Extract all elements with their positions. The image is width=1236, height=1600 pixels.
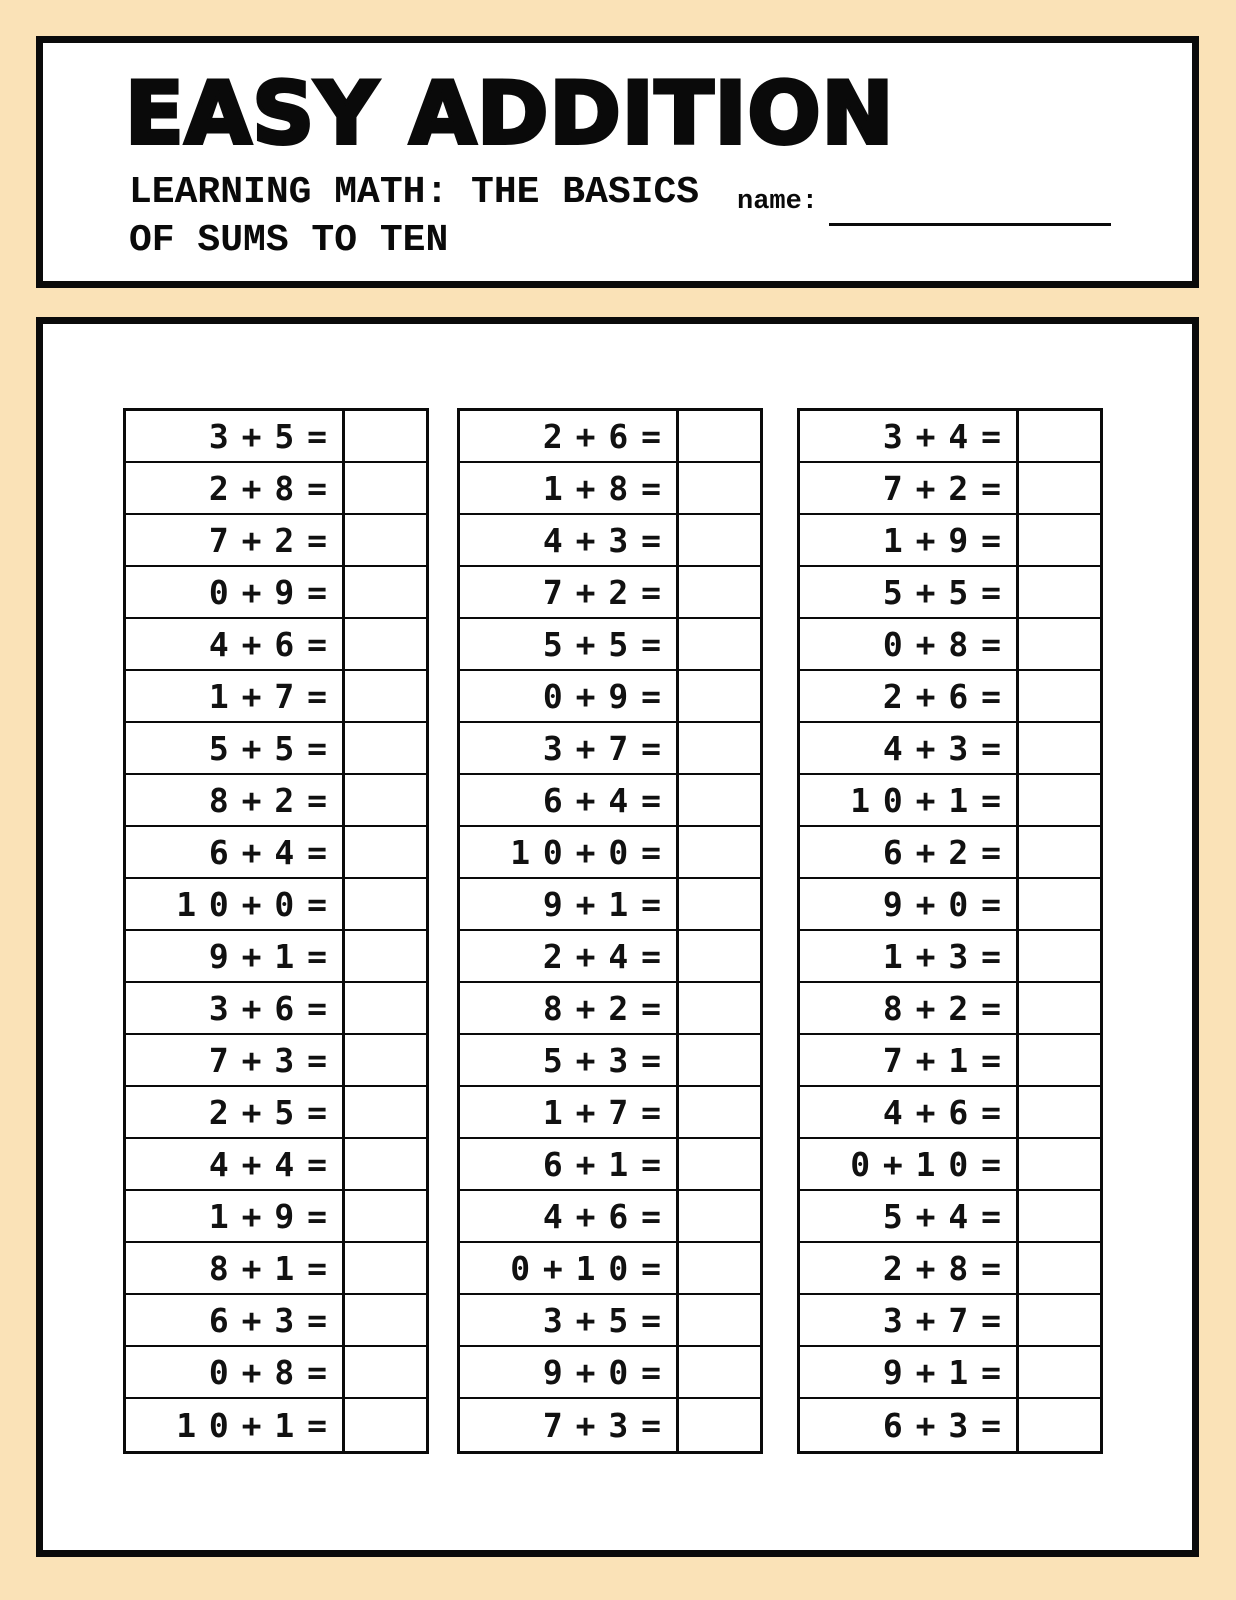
answer-cell[interactable]: [345, 1035, 426, 1085]
problem-row: [460, 775, 760, 827]
problem-text: 5 + 4 =: [800, 1191, 1019, 1241]
answer-cell[interactable]: [345, 1243, 426, 1293]
answer-cell[interactable]: [345, 515, 426, 565]
answer-cell[interactable]: [345, 619, 426, 669]
problem-text: 4 + 4 =: [126, 1139, 345, 1189]
answer-cell[interactable]: [345, 827, 426, 877]
answer-cell[interactable]: [679, 1399, 760, 1451]
answer-cell[interactable]: [1019, 1295, 1100, 1345]
problem-text: 6 + 4 =: [126, 827, 345, 877]
problem-text: 2 + 6 =: [800, 671, 1019, 721]
problem-text: 1 0 + 0 =: [460, 827, 679, 877]
answer-cell[interactable]: [345, 1191, 426, 1241]
problem-row: [126, 567, 426, 619]
answer-cell[interactable]: [679, 567, 760, 617]
problem-text: 9 + 0 =: [800, 879, 1019, 929]
problem-text: 4 + 3 =: [460, 515, 679, 565]
problem-text: 3 + 4 =: [800, 411, 1019, 461]
problem-text: 9 + 1 =: [460, 879, 679, 929]
problem-row: [800, 619, 1100, 671]
answer-cell[interactable]: [345, 1087, 426, 1137]
answer-cell[interactable]: [1019, 1243, 1100, 1293]
problem-text: 9 + 1 =: [800, 1347, 1019, 1397]
answer-cell[interactable]: [679, 1347, 760, 1397]
answer-cell[interactable]: [1019, 515, 1100, 565]
answer-cell[interactable]: [345, 1295, 426, 1345]
worksheet-subtitle: [129, 169, 699, 265]
problem-row: [126, 723, 426, 775]
problem-row: [126, 879, 426, 931]
problem-text: 3 + 5 =: [126, 411, 345, 461]
answer-cell[interactable]: [345, 775, 426, 825]
problem-text: 0 + 9 =: [126, 567, 345, 617]
problem-row: [126, 515, 426, 567]
answer-cell[interactable]: [345, 983, 426, 1033]
problem-text: 0 + 8 =: [800, 619, 1019, 669]
answer-cell[interactable]: [679, 723, 760, 773]
answer-cell[interactable]: [1019, 723, 1100, 773]
answer-cell[interactable]: [345, 567, 426, 617]
problem-row: [800, 1295, 1100, 1347]
problem-row: [126, 619, 426, 671]
problem-text: 3 + 6 =: [126, 983, 345, 1033]
worksheet-title: EASY ADDITION: [125, 64, 895, 164]
problem-row: [800, 1347, 1100, 1399]
problem-row: [800, 671, 1100, 723]
problem-text: 4 + 6 =: [800, 1087, 1019, 1137]
problem-text: 5 + 5 =: [126, 723, 345, 773]
problem-text: 1 0 + 1 =: [800, 775, 1019, 825]
problem-row: [126, 1399, 426, 1451]
subtitle-line-1: LEARNING MATH: THE BASICS: [129, 171, 700, 214]
problem-row: [800, 515, 1100, 567]
problem-text: 0 + 1 0 =: [800, 1139, 1019, 1189]
answer-cell[interactable]: [345, 671, 426, 721]
problem-table-1: [123, 408, 429, 1454]
problem-row: [126, 1347, 426, 1399]
problem-row: [800, 411, 1100, 463]
answer-cell[interactable]: [679, 1191, 760, 1241]
problem-row: [460, 1191, 760, 1243]
problem-row: [800, 1087, 1100, 1139]
problem-row: [126, 827, 426, 879]
subtitle-line-2: OF SUMS TO TEN: [129, 219, 449, 262]
problem-text: 7 + 3 =: [126, 1035, 345, 1085]
answer-cell[interactable]: [1019, 463, 1100, 513]
problem-text: 7 + 3 =: [460, 1399, 679, 1451]
problem-row: [126, 671, 426, 723]
problem-text: 3 + 5 =: [460, 1295, 679, 1345]
problem-text: 5 + 5 =: [460, 619, 679, 669]
answer-cell[interactable]: [679, 463, 760, 513]
problem-row: [126, 1243, 426, 1295]
problem-row: [460, 931, 760, 983]
problem-row: [460, 1399, 760, 1451]
problem-text: 2 + 6 =: [460, 411, 679, 461]
problem-row: [460, 723, 760, 775]
answer-cell[interactable]: [1019, 1399, 1100, 1451]
answer-cell[interactable]: [345, 411, 426, 461]
problem-text: 4 + 6 =: [126, 619, 345, 669]
problems-box: [36, 317, 1199, 1557]
answer-cell[interactable]: [1019, 931, 1100, 981]
problem-text: 6 + 4 =: [460, 775, 679, 825]
problem-row: [126, 775, 426, 827]
problem-text: 1 + 7 =: [460, 1087, 679, 1137]
problem-row: [460, 1243, 760, 1295]
problem-text: 9 + 1 =: [126, 931, 345, 981]
problem-row: [126, 931, 426, 983]
problem-text: 3 + 7 =: [460, 723, 679, 773]
problem-text: 5 + 3 =: [460, 1035, 679, 1085]
answer-cell[interactable]: [345, 1347, 426, 1397]
answer-cell[interactable]: [345, 1139, 426, 1189]
problem-text: 1 0 + 0 =: [126, 879, 345, 929]
problem-row: [460, 619, 760, 671]
problem-row: [460, 827, 760, 879]
answer-cell[interactable]: [679, 619, 760, 669]
problem-text: 2 + 4 =: [460, 931, 679, 981]
problem-row: [460, 1035, 760, 1087]
problem-row: [800, 1035, 1100, 1087]
problem-text: 0 + 1 0 =: [460, 1243, 679, 1293]
answer-cell[interactable]: [679, 931, 760, 981]
problem-row: [800, 1191, 1100, 1243]
answer-cell[interactable]: [1019, 1087, 1100, 1137]
problem-row: [126, 1139, 426, 1191]
answer-cell[interactable]: [1019, 879, 1100, 929]
answer-cell[interactable]: [679, 879, 760, 929]
problem-row: [126, 463, 426, 515]
problem-row: [126, 1191, 426, 1243]
problem-text: 5 + 5 =: [800, 567, 1019, 617]
problem-text: 1 + 8 =: [460, 463, 679, 513]
problem-text: 7 + 1 =: [800, 1035, 1019, 1085]
problem-row: [800, 1139, 1100, 1191]
problem-row: [126, 1295, 426, 1347]
problem-row: [460, 1139, 760, 1191]
answer-cell[interactable]: [345, 463, 426, 513]
answer-cell[interactable]: [679, 827, 760, 877]
problem-text: 4 + 6 =: [460, 1191, 679, 1241]
problem-text: 8 + 1 =: [126, 1243, 345, 1293]
answer-cell[interactable]: [679, 515, 760, 565]
problem-text: 6 + 2 =: [800, 827, 1019, 877]
problem-row: [460, 1087, 760, 1139]
problem-table-3: [797, 408, 1103, 1454]
answer-cell[interactable]: [1019, 1347, 1100, 1397]
problem-row: [460, 411, 760, 463]
problem-text: 9 + 0 =: [460, 1347, 679, 1397]
problem-text: 7 + 2 =: [460, 567, 679, 617]
problem-text: 6 + 3 =: [126, 1295, 345, 1345]
problem-text: 1 + 9 =: [800, 515, 1019, 565]
problem-text: 4 + 3 =: [800, 723, 1019, 773]
problem-row: [460, 1347, 760, 1399]
answer-cell[interactable]: [1019, 1139, 1100, 1189]
problem-text: 2 + 8 =: [800, 1243, 1019, 1293]
answer-cell[interactable]: [679, 1243, 760, 1293]
problem-row: [126, 411, 426, 463]
problem-text: 1 + 9 =: [126, 1191, 345, 1241]
answer-cell[interactable]: [1019, 1035, 1100, 1085]
answer-cell[interactable]: [345, 723, 426, 773]
problem-text: 2 + 8 =: [126, 463, 345, 513]
answer-cell[interactable]: [345, 1399, 426, 1451]
problem-row: [460, 567, 760, 619]
problem-text: 7 + 2 =: [800, 463, 1019, 513]
problem-row: [800, 1243, 1100, 1295]
problem-row: [460, 879, 760, 931]
problem-text: 8 + 2 =: [800, 983, 1019, 1033]
problem-text: 1 + 7 =: [126, 671, 345, 721]
answer-cell[interactable]: [679, 411, 760, 461]
problem-row: [800, 983, 1100, 1035]
problem-row: [800, 1399, 1100, 1451]
answer-cell[interactable]: [679, 671, 760, 721]
answer-cell[interactable]: [1019, 671, 1100, 721]
answer-cell[interactable]: [679, 1087, 760, 1137]
problem-text: 0 + 9 =: [460, 671, 679, 721]
problem-row: [126, 1087, 426, 1139]
problem-text: 6 + 3 =: [800, 1399, 1019, 1451]
answer-cell[interactable]: [1019, 619, 1100, 669]
problem-text: 1 + 3 =: [800, 931, 1019, 981]
problem-text: 8 + 2 =: [460, 983, 679, 1033]
problem-row: [800, 723, 1100, 775]
problem-row: [800, 567, 1100, 619]
name-input-line[interactable]: [829, 179, 1111, 226]
problem-text: 3 + 7 =: [800, 1295, 1019, 1345]
answer-cell[interactable]: [679, 1139, 760, 1189]
problem-row: [460, 1295, 760, 1347]
problem-row: [800, 775, 1100, 827]
problem-row: [460, 983, 760, 1035]
problem-row: [460, 463, 760, 515]
answer-cell[interactable]: [679, 983, 760, 1033]
problem-text: 6 + 1 =: [460, 1139, 679, 1189]
problem-row: [800, 827, 1100, 879]
problem-text: 8 + 2 =: [126, 775, 345, 825]
problem-text: 0 + 8 =: [126, 1347, 345, 1397]
answer-cell[interactable]: [1019, 983, 1100, 1033]
answer-cell[interactable]: [1019, 827, 1100, 877]
answer-cell[interactable]: [1019, 567, 1100, 617]
answer-cell[interactable]: [1019, 411, 1100, 461]
problem-row: [460, 515, 760, 567]
problem-text: 7 + 2 =: [126, 515, 345, 565]
answer-cell[interactable]: [345, 931, 426, 981]
problem-text: 1 0 + 1 =: [126, 1399, 345, 1451]
problem-row: [800, 931, 1100, 983]
problem-row: [460, 671, 760, 723]
answer-cell[interactable]: [1019, 775, 1100, 825]
header-box: [36, 36, 1199, 288]
problem-table-2: [457, 408, 763, 1454]
problem-row: [126, 983, 426, 1035]
problem-text: 2 + 5 =: [126, 1087, 345, 1137]
answer-cell[interactable]: [679, 1035, 760, 1085]
problem-row: [800, 879, 1100, 931]
answer-cell[interactable]: [345, 879, 426, 929]
name-label: name:: [737, 187, 819, 217]
answer-cell[interactable]: [679, 1295, 760, 1345]
answer-cell[interactable]: [1019, 1191, 1100, 1241]
problem-row: [800, 463, 1100, 515]
problem-row: [126, 1035, 426, 1087]
answer-cell[interactable]: [679, 775, 760, 825]
